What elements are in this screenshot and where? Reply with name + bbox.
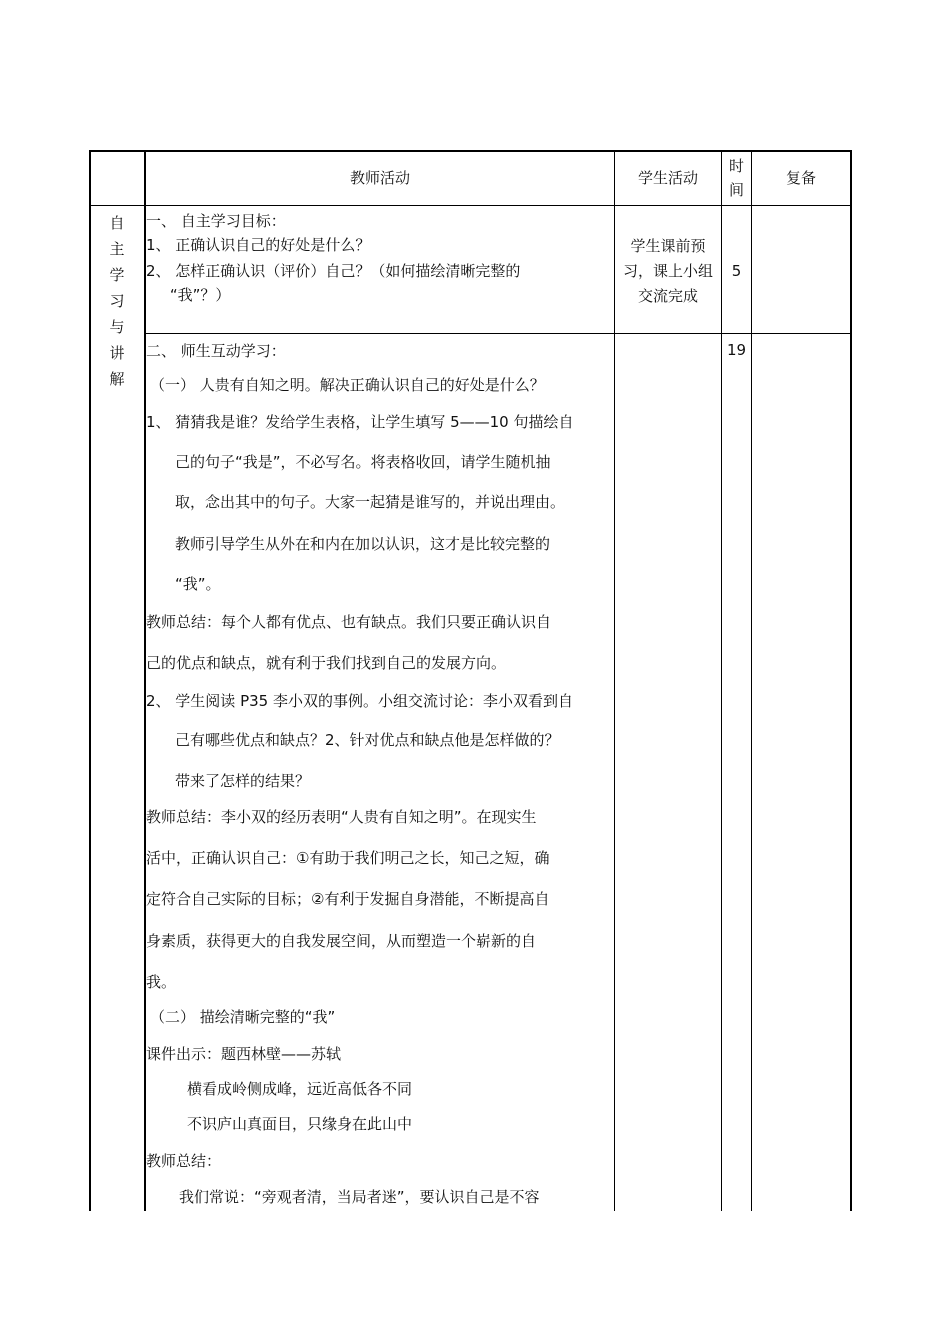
section-label-char: 学 [109, 266, 125, 284]
row2-teacher-line: （二） 描绘清晰完整的“我” [150, 1008, 336, 1026]
row2-teacher-line: 身素质，获得更大的自我发展空间，从而塑造一个崭新的自 [146, 932, 537, 950]
row2-teacher-line: 1、 猜猜我是谁？发给学生表格，让学生填写 5——10 句描绘自 [146, 413, 574, 431]
row2-teacher-line: （一） 人贵有自知之明。解决正确认识自己的好处是什么？ [150, 376, 545, 394]
row2-teacher-line: 定符合自己实际的目标；②有利于发掘自身潜能，不断提高自 [146, 890, 550, 908]
header-time-line2: 间 [728, 181, 744, 199]
row2-teacher-line: 教师引导学生从外在和内在加以认识，这才是比较完整的 [175, 535, 551, 553]
student-column-divider [721, 150, 722, 1211]
row2-teacher-line: 教师总结：每个人都有优点、也有缺点。我们只要正确认识自 [146, 613, 552, 631]
row1-teacher-line: 2、 怎样正确认识（评价）自己？（如何描绘清晰完整的 [146, 262, 521, 280]
section-label-char: 与 [109, 318, 125, 336]
header-bottom-border [89, 205, 852, 206]
row2-teacher-line: 己的优点和缺点，就有利于我们找到自己的发展方向。 [146, 654, 507, 672]
row1-student-line: 习，课上小组 [622, 262, 713, 280]
row1-student-line: 学生课前预 [630, 237, 706, 255]
row2-teacher-line: 教师总结： [146, 1152, 222, 1170]
section-label-char: 讲 [109, 344, 125, 362]
header-review: 复备 [785, 169, 816, 187]
section-label-char: 主 [109, 240, 125, 258]
row1-teacher-line: “我”？） [146, 286, 231, 304]
row1-student-line: 交流完成 [637, 287, 698, 305]
row2-teacher-line: 取，念出其中的句子。大家一起猜是谁写的，并说出理由。 [175, 493, 566, 511]
section-label [105, 210, 129, 392]
row2-teacher-line: 己有哪些优点和缺点？2、针对优点和缺点他是怎样做的？ [175, 731, 560, 749]
row2-teacher-content [146, 340, 616, 1210]
section-label-char: 自 [109, 214, 125, 232]
row2-teacher-line: 我们常说：“旁观者清，当局者迷”，要认识自己是不容 [179, 1188, 540, 1206]
row2-teacher-line: 横看成岭侧成峰，远近高低各不同 [187, 1080, 413, 1098]
table-left-border [89, 150, 91, 1211]
row2-teacher-line: 课件出示：题西林壁——苏轼 [146, 1045, 342, 1063]
row2-time: 19 [726, 341, 747, 359]
row2-teacher-line: 教师总结：李小双的经历表明“人贵有自知之明”。在现实生 [146, 808, 537, 826]
row1-time: 5 [731, 262, 742, 280]
row1-teacher-line: 1、 正确认识自己的好处是什么？ [146, 236, 371, 254]
header-time-line1: 时 [728, 157, 744, 175]
table-top-border [89, 150, 852, 152]
table-right-border [850, 150, 852, 1211]
row1-bottom-border [144, 333, 852, 334]
row2-teacher-line: 己的句子“我是”，不必写名。将表格收回，请学生随机抽 [175, 453, 551, 471]
row2-teacher-line: 不识庐山真面目，只缘身在此山中 [187, 1115, 413, 1133]
row1-teacher-content [146, 210, 616, 330]
section-label-char: 解 [109, 370, 125, 388]
time-column-divider [751, 150, 752, 1211]
row2-teacher-line: 活中，正确认识自己：①有助于我们明己之长，知己之短，确 [146, 849, 550, 867]
row2-teacher-line: 我。 [146, 973, 177, 991]
row2-teacher-line: “我”。 [175, 575, 221, 593]
row2-teacher-line: 2、 学生阅读 P35 李小双的事例。小组交流讨论：李小双看到自 [146, 692, 573, 710]
row2-teacher-line: 二、 师生互动学习： [146, 342, 286, 360]
header-student-activity: 学生活动 [637, 169, 698, 187]
row2-teacher-line: 带来了怎样的结果？ [175, 772, 311, 790]
row1-teacher-line: 一、 自主学习目标： [146, 212, 286, 230]
section-label-char: 习 [109, 292, 125, 310]
header-teacher-activity: 教师活动 [349, 169, 410, 187]
